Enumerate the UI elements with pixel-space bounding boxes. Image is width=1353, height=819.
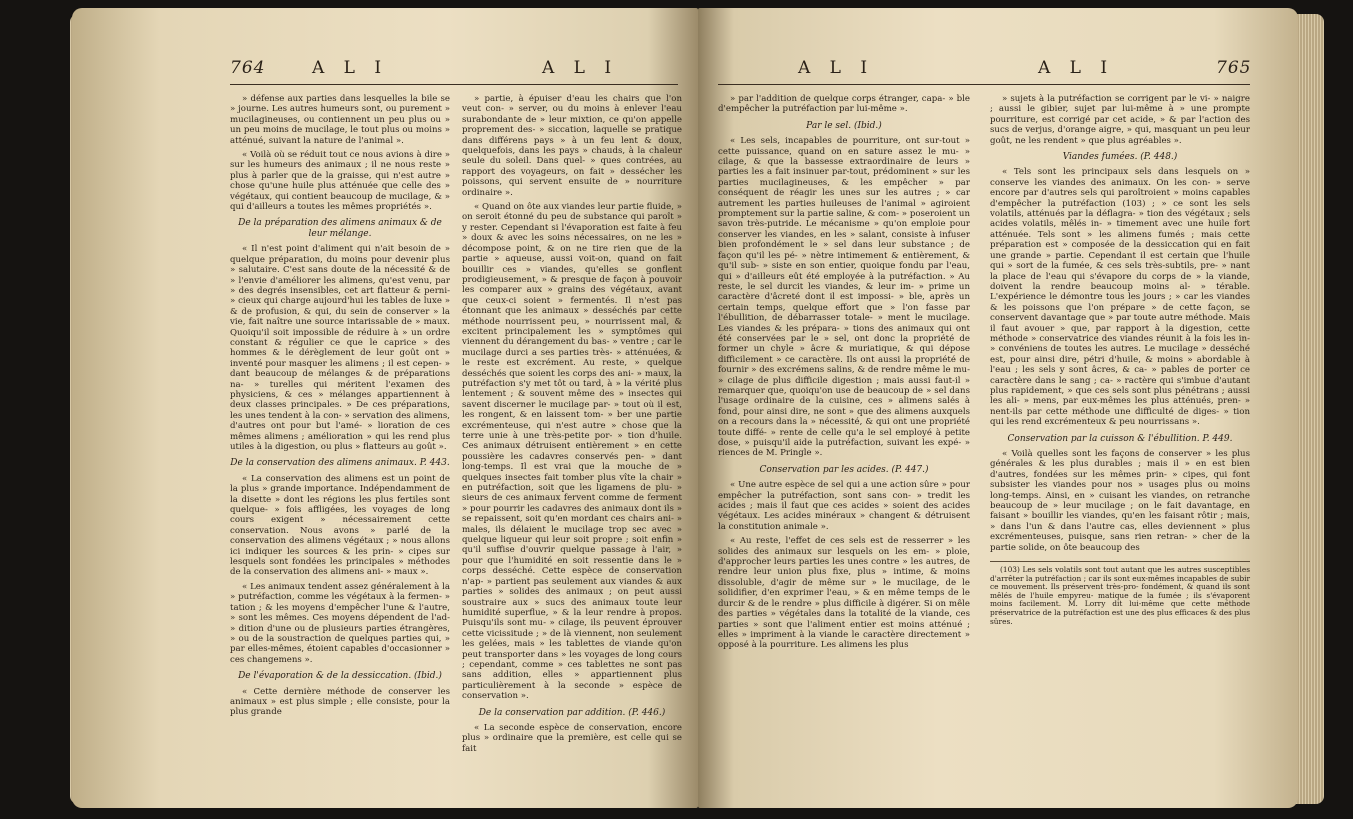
left-page-header	[72, 58, 698, 88]
header-rule	[230, 84, 678, 85]
paragraph: « Quand on ôte aux viandes leur partie fluide, » on seroit étonné du peu de substance qui paroît » y rester. Cependant si l'évaporation est faite à feu » doux & avec les soins nécessaires, on ne les » décompose point, & on ne tire rien que de la partie » aqueuse, aussi voit-on, quand on fait bouillir ces » viandes, qu'elles se gonflent prodigieusement, » & presque de façon à pouvoir les comparer aux » grains des végétaux, avant que ceux-ci soient » fermentés. Il n'est pas étonnant que les animaux » desséchés par cette méthode nourrissent peu, » nourrissent mal, & excitent principalement les » symptômes qui viennent du dérangement du bas- » ventre ; car le mucilage durci a ses parties très- » atténuées, & le reste est excrément. Au reste, » quelque desséchés que soient les corps des ani- » maux, la putréfaction s'y met tôt ou tard, à » la vérité plus lentement ; & souvent même des » insectes qui savent discerner le mucilage par- » tout où il est, les rongent, & en laissent tom- » ber une partie excrémenteuse, qui n'est autre » chose que la terre unie à une très-petite por- » tion d'huile. Ces animaux détruisent entièrement » en cette poussière les cadavres conservés pen- » dant long-temps. Il est vrai que la mouche de » quelques insectes fait tomber plus vîte la chair » en putréfaction, soit que les ligamens de plu- » sieurs de ces animaux fervent comme de ferment » pour pourrir les cadavres des animaux dont ils » se repaissent, soit qu'en mordant ces chairs ani- » males, ils délaient le mucilage trop sec avec » quelque liqueur qui leur soit propre ; soit enfin » qu'il suffise d'ouvrir quelque passage à l'air, » pour que l'humidité en soit ressentie dans le » corps desséché. Cette espèce de conservation n'ap- » partient pas seulement aux viandes & aux parties » solides des animaux ; on peut aussi soustraire aux » sucs des animaux toute leur humidité superflue, » & la leur rendre à propos. Puisqu'ils sont mu- » cilage, ils peuvent éprouver cette vicissitude ; » de là viennent, non seulement les gelées, mais » les tablettes de viande qu'on peut transporter dans » les voyages de long cours ; cependant, comme » ces tablettes ne sont pas sans addition, elles » appartiennent plus particulièrement à la seconde » espèce de conservation ».	[462, 202, 682, 702]
left-page	[72, 8, 698, 808]
paragraph: » par l'addition de quelque corps étranger, capa- » ble d'empêcher la putréfaction par lui-même ».	[718, 94, 970, 115]
left-column-1	[230, 94, 450, 744]
left-page-number: 764	[230, 58, 266, 78]
paragraph: « Les sels, incapables de pourriture, ont sur-tout » cette puissance, quand on en sature assez le mu- » cilage, & que la bassesse extraordinaire de leurs » parties les a fait insinuer par-tout, prédominent » sur les parties mucilagineuses, & les empêcher » par conséquent de réagir les unes sur les autres ; » car autrement les parties huileuses de l'animal » agiroient promptement sur la partie saline, & com- » poseroient un savon très-putride. Le mécanisme » qu'on emploie pour conserver les viandes, en les » salant, consiste à infuser bien profondément le » sel dans leur substance ; de façon qu'il les pé- » nètre intimement & entièrement, & qu'il sub- » siste en son entier, quoique fondu par l'eau, qui » d'ailleurs eût été employée à la putréfaction. » Au reste, le sel durcit les viandes, & leur im- » prime un caractère d'âcreté dont il est impossi- » ble, après un certain temps, quelque effort que » l'on fasse par l'ébullition, de débarrasser totale- » ment le mucilage. Les viandes & les prépara- » tions des animaux qui ont été conservées par le » sel, ont donc la propriété de former un chyle » âcre & muriatique, & qui dépose difficilement » ce caractère. Ils ont aussi la propriété de fournir » des excrémens salins, & de rendre même le mu- » cilage de plus difficile digestion ; mais aussi faut-il » remarquer que, quoiqu'on use de beaucoup de » sel dans l'usage ordinaire de la cuisine, ces » alimens salés à fond, pour ainsi dire, ne sont » que des alimens auxquels on a recours dans la » nécessité, & qui ont une propriété toute diffé- » rente de celle qu'a le sel employé à petite dose, » puisqu'il aide la putréfaction, suivant les expé- » riences de M. Pringle ».	[718, 136, 970, 459]
right-page-number: 765	[1216, 58, 1252, 78]
paragraph: « La seconde espèce de conservation, encore plus » ordinaire que la première, est celle qui se fait	[462, 722, 682, 754]
section-heading: De l'évaporation & de la dessiccation. (Ibid.)	[238, 671, 442, 682]
section-heading: Conservation par la cuisson & l'ébullition. P. 449.	[1007, 433, 1233, 444]
paragraph: « Au reste, l'effet de ces sels est de resserrer » les solides des animaux sur lesquels on les em- » ploie, d'approcher leurs parties les unes contre » les autres, de rendre leur union plus fixe, plus » intime, & moins dissoluble, d'agir de même sur » le mucilage, de le solidifier, d'en exprimer l'eau, » & en même temps de le durcir & de le rendre » plus difficile à digérer. Si on mêle des parties » végétales dans la totalité de la viande, ces parties » sont que l'aliment entier est moins atténué ; elles » impriment à la viande le caractère directement » opposé à la pourriture. Les alimens les plus	[718, 536, 970, 651]
right-running-head-2: A L I	[1038, 58, 1115, 78]
paragraph: » défense aux parties dans lesquelles la bile se » journe. Les autres humeurs sont, ou purement » mucilagineuses, ou contiennent un peu plus ou » un peu moins de mucilage, le tout plus ou moins » atténué, suivant la nature de l'animal ».	[230, 94, 450, 146]
header-rule	[718, 84, 1250, 85]
right-page	[698, 8, 1298, 808]
paragraph: « Tels sont les principaux sels dans lesquels on » conserve les viandes des animaux. On les con- » serve encore par d'autres sels qui paroîtroient » moins capables d'empêcher la putréfaction (103) ; » ce sont les sels volatils, atténués par la déflagra- » tion des végétaux ; sels acides volatils, mêlés in- » timement avec une huile fort atténuée. Tels sont » les alimens fumés ; mais cette préparation est » composée de la dessiccation qui en fait une grande » partie. Cependant il est certain que l'huile qui » sort de la fumée, & ces sels très-subtils, pre- » nant la place de l'eau qui s'évapore du corps de » la viande, doivent la rendre beaucoup moins al- » térable. L'expérience le démontre tous les jours ; » car les viandes & les poissons que l'on prépare » de cette façon, se conservent davantage que » par toute autre méthode. Mais il faut avouer » que, par rapport à la digestion, cette méthode » conservatrice des viandes réunit à la fois les in- » convéniens de toutes les autres. Le mucilage » desséché est, pour ainsi dire, pétri d'huile, & moins » abordable à l'eau ; les sels y sont âcres, & ca- » pables de porter ce caractère dans le sang ; ca- » ractère qui s'imbue d'autant plus rapidement, » que ces sels sont plus pénétrans ; aussi les ali- » mens, par eux-mêmes les plus atténués, pren- » nent-ils par cette méthode une difficulté de diges- » tion qui les rend excrémenteux & peu nourrissans ».	[990, 167, 1250, 428]
right-column-1	[718, 94, 970, 744]
left-running-head-2: A L I	[542, 58, 619, 78]
paragraph: » partie, à épuiser d'eau les chairs que l'on veut con- » server, ou du moins à enlever l'eau surabondante de » leur mixtion, ce qu'on appelle proprement des- » siccation, laquelle se pratique dans différens pays » à un feu lent & doux, quelquefois, dans les pays » chauds, à la chaleur seule du soleil. Dans quel- » ques contrées, au rapport des voyageurs, on fait » dessécher les poissons, qui servent ensuite de » nourriture ordinaire ».	[462, 94, 682, 198]
right-running-head-1: A L I	[798, 58, 875, 78]
left-column-2	[462, 94, 682, 754]
footnote: (103) Les sels volatils sont tout autant que les autres susceptibles d'arrêter la putréfaction ; car ils sont eux-mêmes incapables de subir ce mouvement. Ils préservent très-pro- fondément, & quand ils sont mêlés de l'huile empyreu- matique de la fumée ; ils s'évaporent moins facilement. M. Lorry dit lui-même que cette méthode préservatrice de la putréfaction est une des plus efficaces & des plus sûres.	[990, 561, 1250, 626]
right-page-edges	[1296, 14, 1324, 804]
paragraph: « La conservation des alimens est un point de la plus » grande importance. Indépendamment de la disette » dont les régions les plus fertiles sont quelque- » fois affligées, les voyages de long cours exigent » nécessairement cette conservation. Nous avons » parlé de la conservation des alimens végétaux ; » nous allons ici indiquer les sources & les prin- » cipes sur lesquels sont fondées les principales » méthodes de la conservation des alimens ani- » maux ».	[230, 473, 450, 578]
section-heading: De la conservation des alimens animaux. P. 443.	[230, 458, 450, 469]
paragraph: « Une autre espèce de sel qui a une action sûre » pour empêcher la putréfaction, sont sans con- » tredit les acides ; mais il faut que ces acides » soient des acides végétaux. Les acides minéraux » changent & détruisent la constitution animale ».	[718, 480, 970, 532]
section-heading: Par le sel. (Ibid.)	[806, 120, 882, 131]
paragraph: « Il n'est point d'aliment qui n'ait besoin de » quelque préparation, du moins pour devenir plus » salutaire. C'est sans doute de la nécessité & de » l'envie d'améliorer les alimens, qu'est venu, par » des degrés insensibles, cet art flatteur & perni- » cieux qui charge aujourd'hui les tables de luxe » & de profusion, & qui, du sein de conserver » la vie, fait naître une source intarissable de » maux. Quoiqu'il soit impossible de réduire à » un ordre constant & régulier ce que le caprice » des hommes & le dérèglement de leur goût ont » inventé pour masquer les alimens ; il est cepen- » dant beaucoup de mélanges & de préparations na- » turelles qui méritent l'examen des physiciens, & ces » mélanges appartiennent à deux classes principales. » De ces préparations, les unes tendent à la con- » servation des alimens, d'autres ont pour but l'amé- » lioration de ces mêmes alimens ; amélioration » qui les rend plus utiles à la digestion, ou plus » flatteurs au goût ».	[230, 244, 450, 452]
paragraph: « Voilà où se réduit tout ce nous avions à dire » sur les humeurs des animaux ; il ne nous reste » plus à parler que de la graisse, qui n'est autre » chose qu'une huile plus atténuée que celle des » végétaux, qui contient beaucoup de mucilage, & » qui d'ailleurs a toutes les mêmes propriétés ».	[230, 150, 450, 213]
right-column-2	[990, 94, 1250, 744]
paragraph: « Voilà quelles sont les façons de conserver » les plus générales & les plus durables ; mais il » en est bien d'autres, fondées sur les mêmes prin- » cipes, qui font subsister les viandes pour nos » usages plus ou moins long-temps. Ainsi, en » cuisant les viandes, on retranche beaucoup de » leur mucilage ; on le fait davantage, en faisant » bouillir les viandes, qu'en les faisant rôtir ; mais, » dans l'un & dans l'autre cas, elles deviennent » plus excrémenteuses, puisque, sans rien retran- » cher de la partie solide, on ôte beaucoup des	[990, 449, 1250, 553]
section-heading: De la préparation des alimens animaux & de leur mélange.	[238, 218, 442, 239]
section-heading: Conservation par les acides. (P. 447.)	[759, 464, 929, 475]
section-heading: Viandes fumées. (P. 448.)	[1062, 152, 1178, 163]
paragraph: « Cette dernière méthode de conserver les animaux » est plus simple ; elle consiste, pour la plus grande	[230, 686, 450, 718]
paragraph: » sujets à la putréfaction se corrigent par le vi- » naigre ; aussi le gibier, sujet par lui-même à » une prompte pourriture, est corrigé par cet acide, » & par l'action des sucs de verjus, d'orange aigre, » qui, masquant un peu leur goût, ne les rendent » que plus agréables ».	[990, 94, 1250, 146]
section-heading: De la conservation par addition. (P. 446.)	[478, 707, 666, 718]
right-page-header	[698, 58, 1298, 88]
paragraph: « Les animaux tendent assez généralement à la » putréfaction, comme les végétaux à la fermen- » tation ; & les moyens d'empêcher l'une & l'autre, » sont les mêmes. Ces moyens dépendent de l'ad- » dition d'une ou de plusieurs parties étrangères, » ou de la soustraction de quelques parties qui, » par elles-mêmes, étoient capables d'occasionner » ces changemens ».	[230, 581, 450, 665]
left-running-head-1: A L I	[312, 58, 389, 78]
